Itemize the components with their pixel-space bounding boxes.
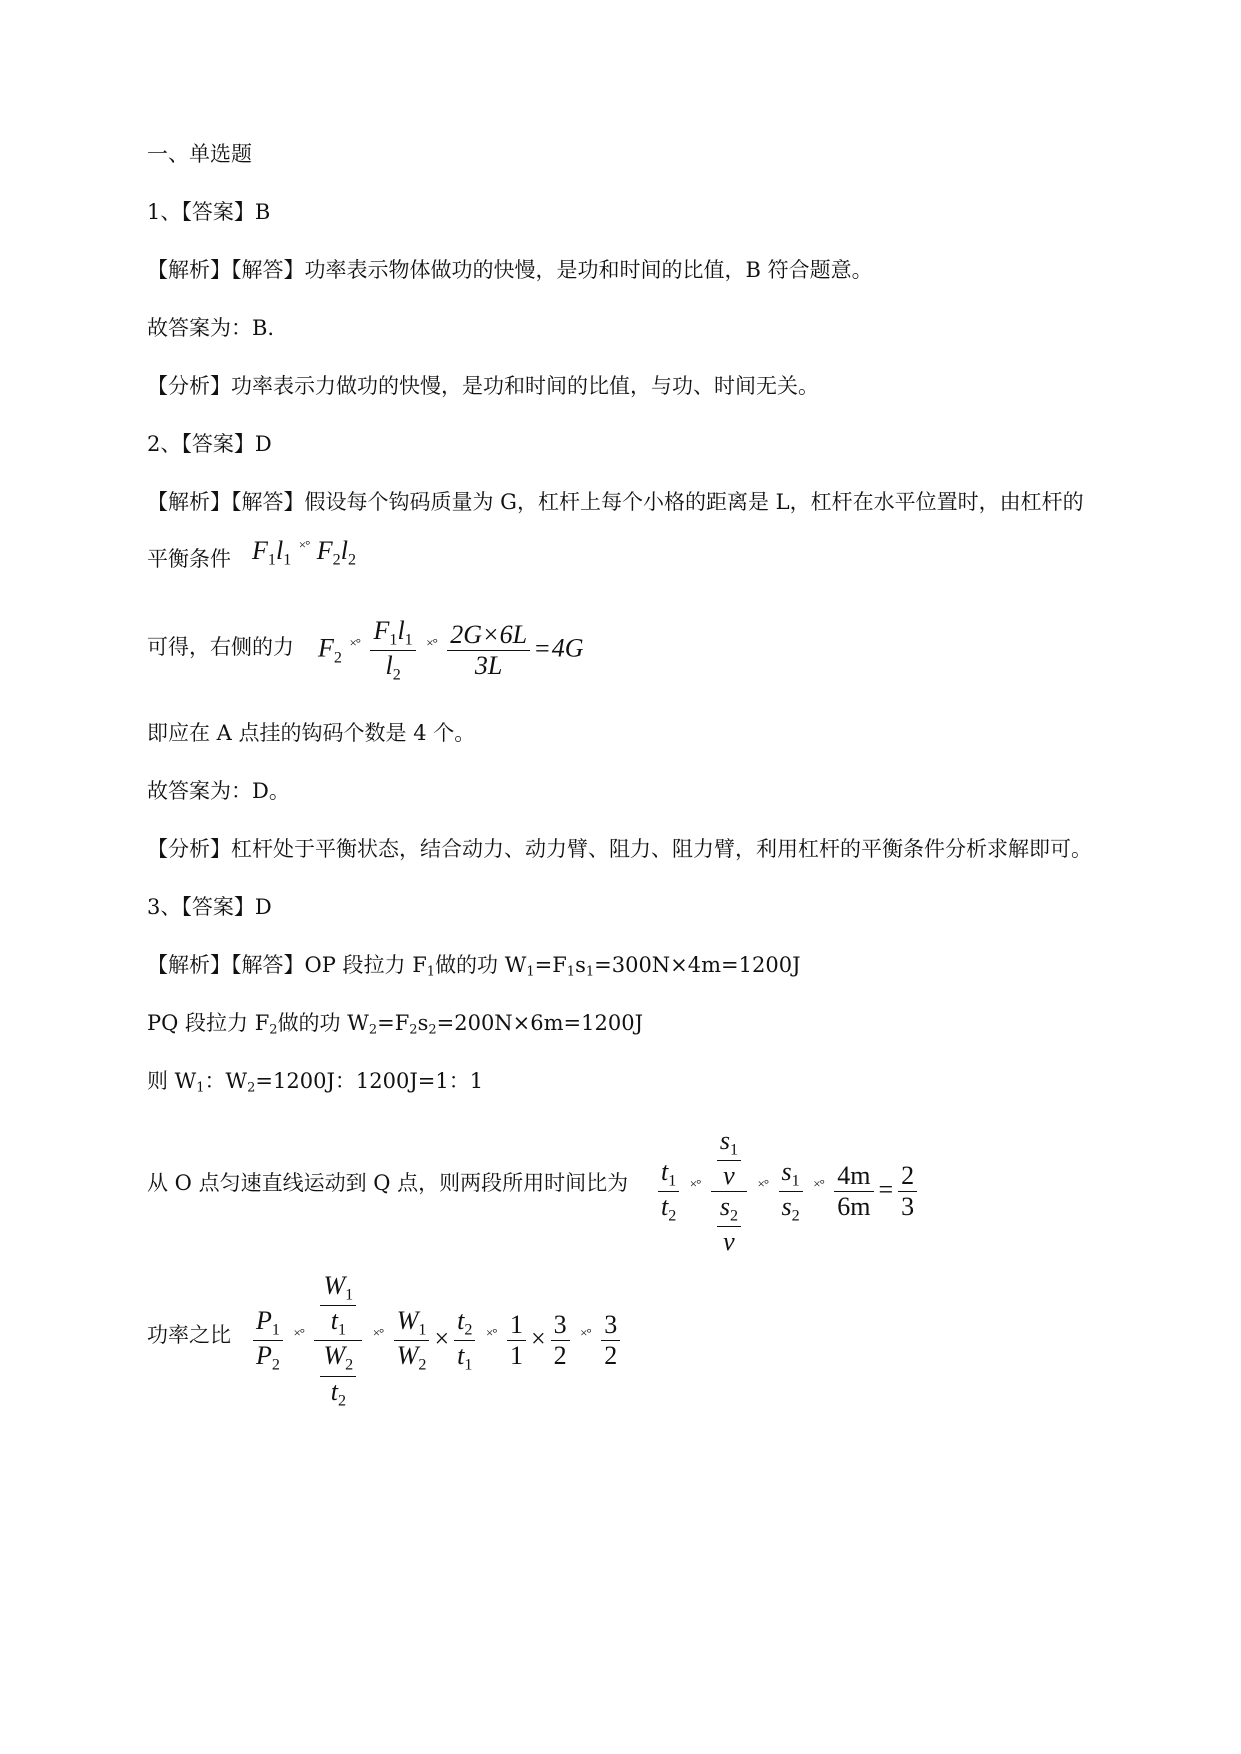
q2-balance-formula: $F_1l_1$ ×° $F_2l_2$ <box>252 536 357 569</box>
q2-note: 【分析】杠杆处于平衡状态，结合动力、动力臂、阻力、阻力臂，利用杠杆的平衡条件分析求解即可。 <box>147 837 1092 861</box>
q3-answer: 3、【答案】D <box>147 895 272 919</box>
fraction: $\frac{W_2}{t_2}$ <box>320 1341 356 1410</box>
q2-force-formula: $F_2$ ×° $\frac{F_1l_1}{l_2}$ ×° $\frac{2G\times 6L}{3L}$ =4G <box>318 616 584 684</box>
q2-derive-text: 可得，右侧的力 <box>147 635 294 659</box>
q1-conclusion: 故答案为：B. <box>147 316 275 340</box>
equal-glyph: ×° <box>349 634 360 650</box>
fraction: $\frac{4m}{6m}$ <box>834 1161 873 1222</box>
fraction: $\frac{3}{2}$ <box>601 1310 620 1371</box>
fraction: $\frac{t_1}{t_2}$ <box>658 1157 679 1226</box>
q3-pq-work: PQ 段拉力 $F_2$做的功 $W_2=F_2s_2=200N\times 6m=1200J$ <box>147 1011 644 1038</box>
fraction: $\frac{s_1}{s_2}$ <box>779 1157 803 1226</box>
fraction: $\frac{P_1}{P_2}$ <box>253 1306 283 1375</box>
q3-time-formula: $\frac{t_1}{t_2}$ ×° $\frac{\frac{s_1}{v}}{\frac{s_2}{v}}$ ×° $\frac{s_1}{s_2}$ ×° $\frac{4m}{6m}$ = $\frac{2}{3}$ <box>655 1126 920 1257</box>
fraction: $\frac{1}{1}$ <box>507 1310 526 1371</box>
q3-time-text: 从 O 点匀速直线运动到 Q 点，则两段所用时间比为 <box>147 1171 629 1195</box>
q2-count: 即应在 A 点挂的钩码个数是 4 个。 <box>147 721 476 745</box>
q3-op-work: 【解析】【解答】OP 段拉力 $F_1$做的功 $W_1=F_1s_1=300N\times 4m=1200J$ <box>147 953 801 980</box>
fraction: $\frac{W_1}{W_2}$ <box>394 1306 430 1375</box>
q1-note: 【分析】功率表示力做功的快慢，是功和时间的比值，与功、时间无关。 <box>147 374 819 398</box>
q2-analysis-1: 【解析】【解答】假设每个钩码质量为 G，杠杆上每个小格的距离是 L，杠杆在水平位置时，由杠杆的 <box>147 490 1084 514</box>
q2-conclusion: 故答案为：D。 <box>147 779 290 803</box>
fraction <box>711 1126 747 1257</box>
q3-power-text: 功率之比 <box>147 1323 231 1347</box>
q1-analysis: 【解析】【解答】功率表示物体做功的快慢，是功和时间的比值，B 符合题意。 <box>147 258 873 282</box>
equal-glyph: ×° <box>426 634 437 650</box>
equal-glyph: ×° <box>298 537 310 553</box>
q2-analysis-2: 平衡条件 <box>147 547 231 571</box>
q3-work-ratio: 则 $W_1$：$W_2=1200J$：1200J=1：1 <box>147 1069 484 1096</box>
fraction: $\frac{2}{3}$ <box>898 1161 917 1222</box>
q3-power-formula: $\frac{P_1}{P_2}$ ×° $\frac{\frac{W_1}{t_1}}{\frac{W_2}{t_2}}$ ×° $\frac{W_1}{W_2}$ × $\frac{t_2}{t_1}$ ×° $\frac{1}{1}$ × $\frac{3}{2}$ ×° $\frac{3}{2}$ <box>250 1271 623 1411</box>
equal-glyph: ×° <box>485 1325 497 1341</box>
q2-answer: 2、【答案】D <box>147 432 272 456</box>
section-title: 一、单选题 <box>147 142 252 166</box>
fraction: $\frac{2G\times 6L}{3L}$ <box>447 620 530 681</box>
q1-answer: 1、【答案】B <box>147 200 271 224</box>
fraction <box>314 1271 362 1411</box>
fraction: $\frac{W_1}{t_1}$ <box>320 1271 356 1340</box>
equal-glyph: ×° <box>372 1325 384 1341</box>
fraction: $\frac{s_1}{v}$ <box>717 1126 741 1191</box>
equal-glyph: ×° <box>293 1325 304 1341</box>
equal-glyph: ×° <box>757 1175 769 1191</box>
fraction: $\frac{3}{2}$ <box>551 1310 570 1371</box>
fraction: $\frac{s_2}{v}$ <box>717 1192 741 1257</box>
equal-glyph: ×° <box>689 1175 701 1191</box>
fraction: $\frac{t_2}{t_1}$ <box>454 1306 475 1375</box>
equal-glyph: ×° <box>580 1325 591 1341</box>
equal-glyph: ×° <box>813 1175 824 1191</box>
fraction: $\frac{F_1l_1}{l_2}$ <box>370 616 415 685</box>
